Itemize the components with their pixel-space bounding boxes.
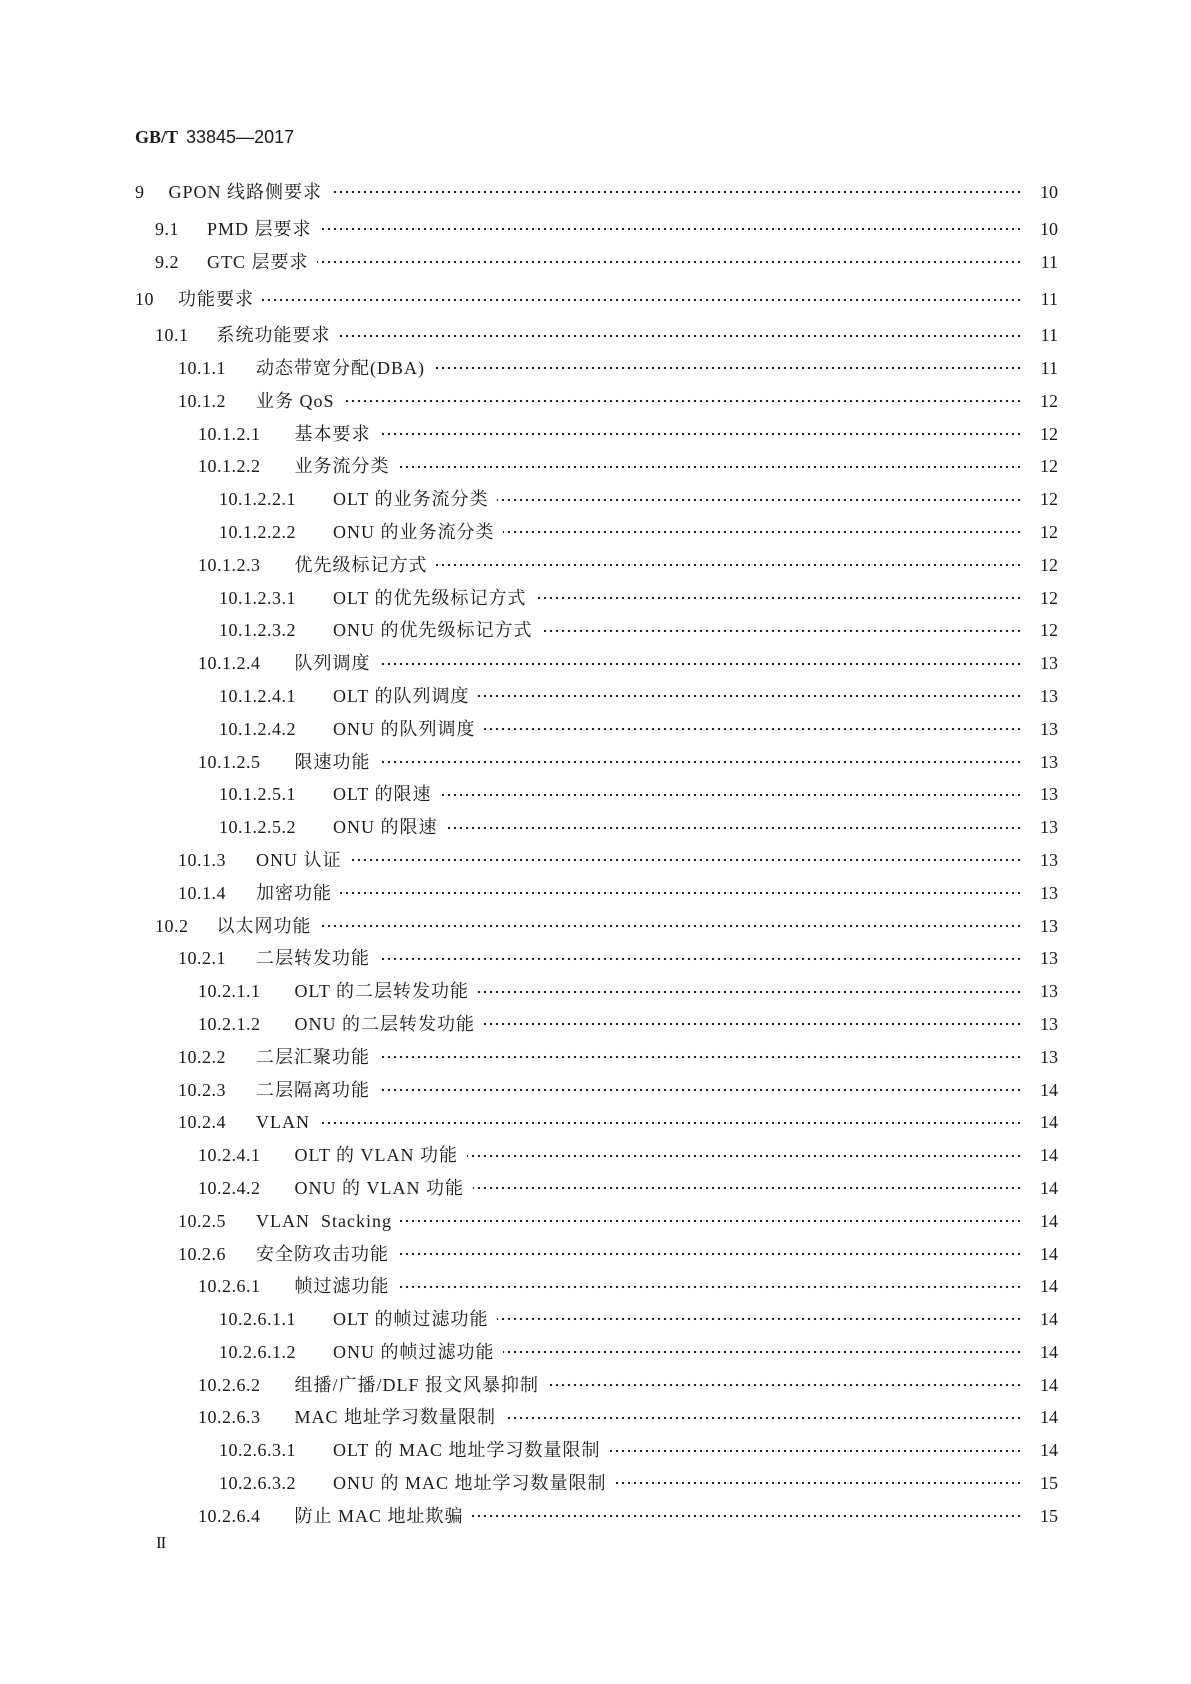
toc-page-number: 14 (1040, 1177, 1058, 1198)
toc-leader-dots (397, 1238, 1022, 1271)
toc-section-number: 9.2 (155, 251, 179, 272)
toc-leader-dots (541, 614, 1022, 647)
toc-entry[interactable] (0, 1074, 1191, 1107)
toc-leader-dots (350, 844, 1022, 877)
toc-entry[interactable] (0, 713, 1191, 746)
toc-leader-dots (398, 1270, 1022, 1303)
toc-entry[interactable] (0, 811, 1191, 844)
toc-section-title: 优先级标记方式 (294, 554, 428, 575)
toc-page-number: 14 (1040, 1407, 1058, 1428)
document-header (135, 125, 294, 149)
toc-leader-dots (467, 1139, 1022, 1172)
standard-number: 33845—2017 (186, 127, 295, 147)
toc-leader-dots (535, 582, 1022, 615)
toc-section-title: OLT 的限速 (333, 784, 432, 805)
toc-leader-dots (378, 942, 1022, 975)
toc-section-title: 系统功能要求 (216, 325, 331, 346)
toc-leader-dots (446, 811, 1022, 844)
toc-page-number: 11 (1040, 325, 1058, 346)
toc-section-title: ONU 的帧过滤功能 (333, 1341, 495, 1362)
toc-page-number: 10 (1040, 218, 1058, 239)
toc-section-title: 队列调度 (294, 653, 371, 674)
toc-leader-dots (548, 1369, 1022, 1402)
toc-entry[interactable] (0, 1467, 1191, 1500)
toc-entry[interactable] (0, 516, 1191, 549)
toc-leader-dots (379, 418, 1022, 451)
toc-section-title: 基本要求 (294, 423, 371, 444)
toc-section-title: ONU 的优先级标记方式 (333, 620, 533, 641)
toc-leader-dots (317, 246, 1022, 279)
toc-section-title: OLT 的 VLAN 功能 (294, 1145, 459, 1166)
toc-leader-dots (478, 975, 1022, 1008)
toc-page-number: 14 (1040, 1112, 1058, 1133)
toc-section-number: 10.1 (155, 325, 189, 346)
toc-section-title: 业务 QoS (256, 390, 335, 411)
toc-entry[interactable] (0, 1369, 1191, 1402)
toc-leader-dots (318, 1106, 1022, 1139)
toc-section-title: 以太网功能 (216, 915, 312, 936)
toc-entry[interactable] (0, 1041, 1191, 1074)
toc-section-number: 10.2.1 (178, 948, 226, 969)
toc-section-title: GPON 线路侧要求 (168, 182, 323, 202)
toc-entry[interactable] (0, 1500, 1191, 1533)
toc-page-number: 13 (1040, 1013, 1058, 1034)
toc-entry[interactable] (0, 549, 1191, 582)
toc-section-number: 10.1.2.3.1 (219, 587, 296, 608)
toc-section-number: 10.2.6.3.1 (219, 1440, 296, 1461)
toc-section-title: ONU 的二层转发功能 (294, 1013, 475, 1034)
toc-section-number: 10.2 (155, 915, 189, 936)
toc-leader-dots (472, 1500, 1022, 1533)
toc-page-number: 14 (1040, 1276, 1058, 1297)
toc-page-number: 13 (1040, 981, 1058, 1002)
toc-page-number: 14 (1040, 1374, 1058, 1395)
standard-code: GB/T (135, 127, 179, 147)
toc-section-title: GTC 层要求 (207, 251, 309, 272)
toc-leader-dots (340, 877, 1022, 910)
toc-page-number: 13 (1040, 948, 1058, 969)
toc-leader-dots (440, 778, 1022, 811)
toc-section-number: 10.1.2.2 (198, 456, 261, 477)
toc-leader-dots (484, 713, 1022, 746)
toc-leader-dots (331, 176, 1022, 209)
toc-leader-dots (320, 910, 1022, 943)
toc-page-number: 13 (1040, 817, 1058, 838)
toc-section-title: OLT 的优先级标记方式 (333, 587, 527, 608)
toc-leader-dots (433, 352, 1022, 385)
toc-section-title: OLT 的队列调度 (333, 685, 470, 706)
toc-entry[interactable] (0, 582, 1191, 615)
toc-page-number: 14 (1040, 1309, 1058, 1330)
toc-section-title: OLT 的二层转发功能 (294, 981, 470, 1002)
toc-entry[interactable] (0, 746, 1191, 779)
toc-section-number: 9.1 (155, 218, 179, 239)
toc-section-title: 二层隔离功能 (256, 1079, 370, 1100)
toc-section-number: 10.2.6.1 (198, 1276, 261, 1297)
toc-section-title: ONU 的 VLAN 功能 (294, 1177, 464, 1198)
toc-entry[interactable] (0, 483, 1191, 516)
toc-entry[interactable] (0, 942, 1191, 975)
toc-leader-dots (473, 1172, 1022, 1205)
toc-entry[interactable] (0, 877, 1191, 910)
toc-section-title: 业务流分类 (294, 456, 390, 477)
toc-page-number: 14 (1040, 1440, 1058, 1461)
toc-section-title: OLT 的业务流分类 (333, 489, 489, 510)
toc-section-number: 10.2.6 (178, 1243, 226, 1264)
toc-entry[interactable] (0, 1205, 1191, 1238)
toc-entry[interactable] (0, 213, 1191, 246)
toc-section-number: 10.2.6.1.2 (219, 1341, 296, 1362)
toc-entry[interactable] (0, 450, 1191, 483)
toc-section-number: 10.1.2.4.1 (219, 685, 296, 706)
toc-section-title: 帧过滤功能 (294, 1276, 390, 1297)
toc-entry[interactable] (0, 844, 1191, 877)
toc-page-number: 14 (1040, 1210, 1058, 1231)
toc-section-number: 10.1.2 (178, 390, 226, 411)
toc-entry[interactable] (0, 1336, 1191, 1369)
toc-section-title: 动态带宽分配(DBA) (256, 357, 425, 378)
toc-section-number: 10.1.2.4 (198, 653, 261, 674)
toc-entry[interactable] (0, 1401, 1191, 1434)
toc-entry[interactable] (0, 1434, 1191, 1467)
toc-entry[interactable] (0, 1139, 1191, 1172)
toc-page-number: 10 (1040, 182, 1058, 202)
toc-leader-dots (379, 647, 1022, 680)
toc-page-number: 14 (1040, 1079, 1058, 1100)
toc-page-number: 11 (1040, 251, 1058, 272)
toc-section-title: 组播/广播/DLF 报文风暴抑制 (294, 1374, 540, 1395)
toc-leader-dots (484, 1008, 1022, 1041)
toc-page-number: 13 (1040, 784, 1058, 805)
toc-section-title: 防止 MAC 地址欺骗 (294, 1505, 464, 1526)
toc-section-title: 限速功能 (294, 751, 371, 772)
toc-leader-dots (320, 213, 1022, 246)
toc-entry[interactable] (0, 647, 1191, 680)
toc-entry[interactable] (0, 246, 1191, 279)
toc-entry[interactable] (0, 418, 1191, 451)
toc-leader-dots (400, 1205, 1022, 1238)
toc-section-number: 10.1.2.3.2 (219, 620, 296, 641)
toc-page-number: 13 (1040, 915, 1058, 936)
toc-page-number: 15 (1040, 1473, 1058, 1494)
toc-section-title: VLAN (256, 1112, 310, 1133)
toc-section-number: 10.1.2.3 (198, 554, 261, 575)
toc-section-number: 10.1.2.2.1 (219, 489, 296, 510)
toc-section-title: ONU 的队列调度 (333, 718, 476, 739)
toc-section-title: 安全防攻击功能 (256, 1243, 389, 1264)
toc-section-number: 10.1.2.5.2 (219, 817, 296, 838)
toc-leader-dots (503, 516, 1022, 549)
toc-section-number: 10.2.4 (178, 1112, 226, 1133)
toc-section-title: PMD 层要求 (207, 218, 312, 239)
toc-entry[interactable] (0, 352, 1191, 385)
toc-section-title: OLT 的帧过滤功能 (333, 1309, 489, 1330)
toc-leader-dots (497, 1303, 1022, 1336)
toc-page-number: 14 (1040, 1145, 1058, 1166)
toc-leader-dots (339, 319, 1022, 352)
toc-page-number: 15 (1040, 1505, 1058, 1526)
toc-section-title: 二层转发功能 (256, 948, 370, 969)
toc-page-number: 13 (1040, 751, 1058, 772)
toc-section-number: 10.1.2.4.2 (219, 718, 296, 739)
toc-page-number: 13 (1040, 849, 1058, 870)
toc-entry[interactable] (0, 1172, 1191, 1205)
toc-page-number: 11 (1040, 289, 1058, 310)
toc-section-number: 10.2.1.2 (198, 1013, 261, 1034)
toc-section-title: ONU 的业务流分类 (333, 521, 495, 542)
toc-section-title: 加密功能 (256, 882, 332, 903)
toc-section-number: 10.1.2.5 (198, 751, 261, 772)
toc-section-number: 10.2.6.3 (198, 1407, 261, 1428)
toc-page-number: 12 (1040, 587, 1058, 608)
toc-entry[interactable] (0, 176, 1191, 209)
toc-page-number: 12 (1040, 390, 1058, 411)
toc-leader-dots (378, 1074, 1022, 1107)
toc-section-number: 10.2.4.1 (198, 1145, 261, 1166)
toc-section-number: 10.1.2.1 (198, 423, 261, 444)
toc-section-number: 10.1.2.2.2 (219, 521, 296, 542)
toc-page-number: 12 (1040, 554, 1058, 575)
toc-entry[interactable] (0, 1238, 1191, 1271)
toc-section-number: 10.1.3 (178, 849, 226, 870)
toc-leader-dots (436, 549, 1022, 582)
toc-entry[interactable] (0, 778, 1191, 811)
toc-section-number: 10.2.6.4 (198, 1505, 261, 1526)
table-of-contents (0, 176, 1191, 1533)
toc-page-number: 12 (1040, 489, 1058, 510)
toc-page-number: 13 (1040, 882, 1058, 903)
toc-leader-dots (398, 450, 1022, 483)
toc-leader-dots (503, 1336, 1022, 1369)
toc-page-number: 14 (1040, 1243, 1058, 1264)
toc-entry[interactable] (0, 319, 1191, 352)
toc-page-number: 14 (1040, 1341, 1058, 1362)
toc-section-title: ONU 的 MAC 地址学习数量限制 (333, 1473, 607, 1494)
toc-leader-dots (379, 746, 1022, 779)
toc-page-number: 13 (1040, 653, 1058, 674)
toc-leader-dots (343, 385, 1022, 418)
toc-page-number: 12 (1040, 423, 1058, 444)
toc-section-title: 二层汇聚功能 (256, 1046, 370, 1067)
toc-section-number: 10.2.6.1.1 (219, 1309, 296, 1330)
toc-section-number: 10.2.6.2 (198, 1374, 261, 1395)
toc-entry[interactable] (0, 975, 1191, 1008)
toc-leader-dots (497, 483, 1022, 516)
toc-section-number: 10.2.3 (178, 1079, 226, 1100)
toc-page-number: 12 (1040, 620, 1058, 641)
toc-section-title: MAC 地址学习数量限制 (294, 1407, 497, 1428)
toc-entry[interactable] (0, 1303, 1191, 1336)
toc-entry[interactable] (0, 680, 1191, 713)
toc-page-number: 13 (1040, 685, 1058, 706)
toc-section-title: ONU 的限速 (333, 817, 438, 838)
toc-entry[interactable] (0, 1106, 1191, 1139)
toc-page-number: 11 (1040, 357, 1058, 378)
toc-leader-dots (478, 680, 1022, 713)
toc-section-number: 10.1.4 (178, 882, 226, 903)
toc-section-number: 10.1.1 (178, 357, 226, 378)
toc-section-title: OLT 的 MAC 地址学习数量限制 (333, 1440, 601, 1461)
toc-section-title: 功能要求 (178, 289, 254, 310)
toc-section-title: ONU 认证 (256, 849, 342, 870)
toc-entry[interactable] (0, 910, 1191, 943)
toc-entry[interactable] (0, 1008, 1191, 1041)
toc-page-number: 12 (1040, 456, 1058, 477)
toc-leader-dots (378, 1041, 1022, 1074)
toc-section-number: 10.2.2 (178, 1046, 226, 1067)
toc-section-number: 9 (135, 182, 145, 202)
toc-leader-dots (615, 1467, 1022, 1500)
toc-section-title: VLAN Stacking (256, 1210, 392, 1231)
page-number-footer: II (156, 1533, 166, 1552)
toc-leader-dots (505, 1401, 1022, 1434)
toc-section-number: 10.2.4.2 (198, 1177, 261, 1198)
toc-entry[interactable] (0, 283, 1191, 316)
toc-page-number: 12 (1040, 521, 1058, 542)
toc-leader-dots (609, 1434, 1022, 1467)
toc-leader-dots (262, 283, 1022, 316)
toc-page-number: 13 (1040, 718, 1058, 739)
toc-section-number: 10.2.5 (178, 1210, 226, 1231)
toc-section-number: 10.2.1.1 (198, 981, 261, 1002)
toc-section-number: 10 (135, 289, 154, 310)
toc-entry[interactable] (0, 1270, 1191, 1303)
toc-page-number: 13 (1040, 1046, 1058, 1067)
toc-entry[interactable] (0, 385, 1191, 418)
toc-entry[interactable] (0, 614, 1191, 647)
toc-section-number: 10.2.6.3.2 (219, 1473, 296, 1494)
toc-section-number: 10.1.2.5.1 (219, 784, 296, 805)
